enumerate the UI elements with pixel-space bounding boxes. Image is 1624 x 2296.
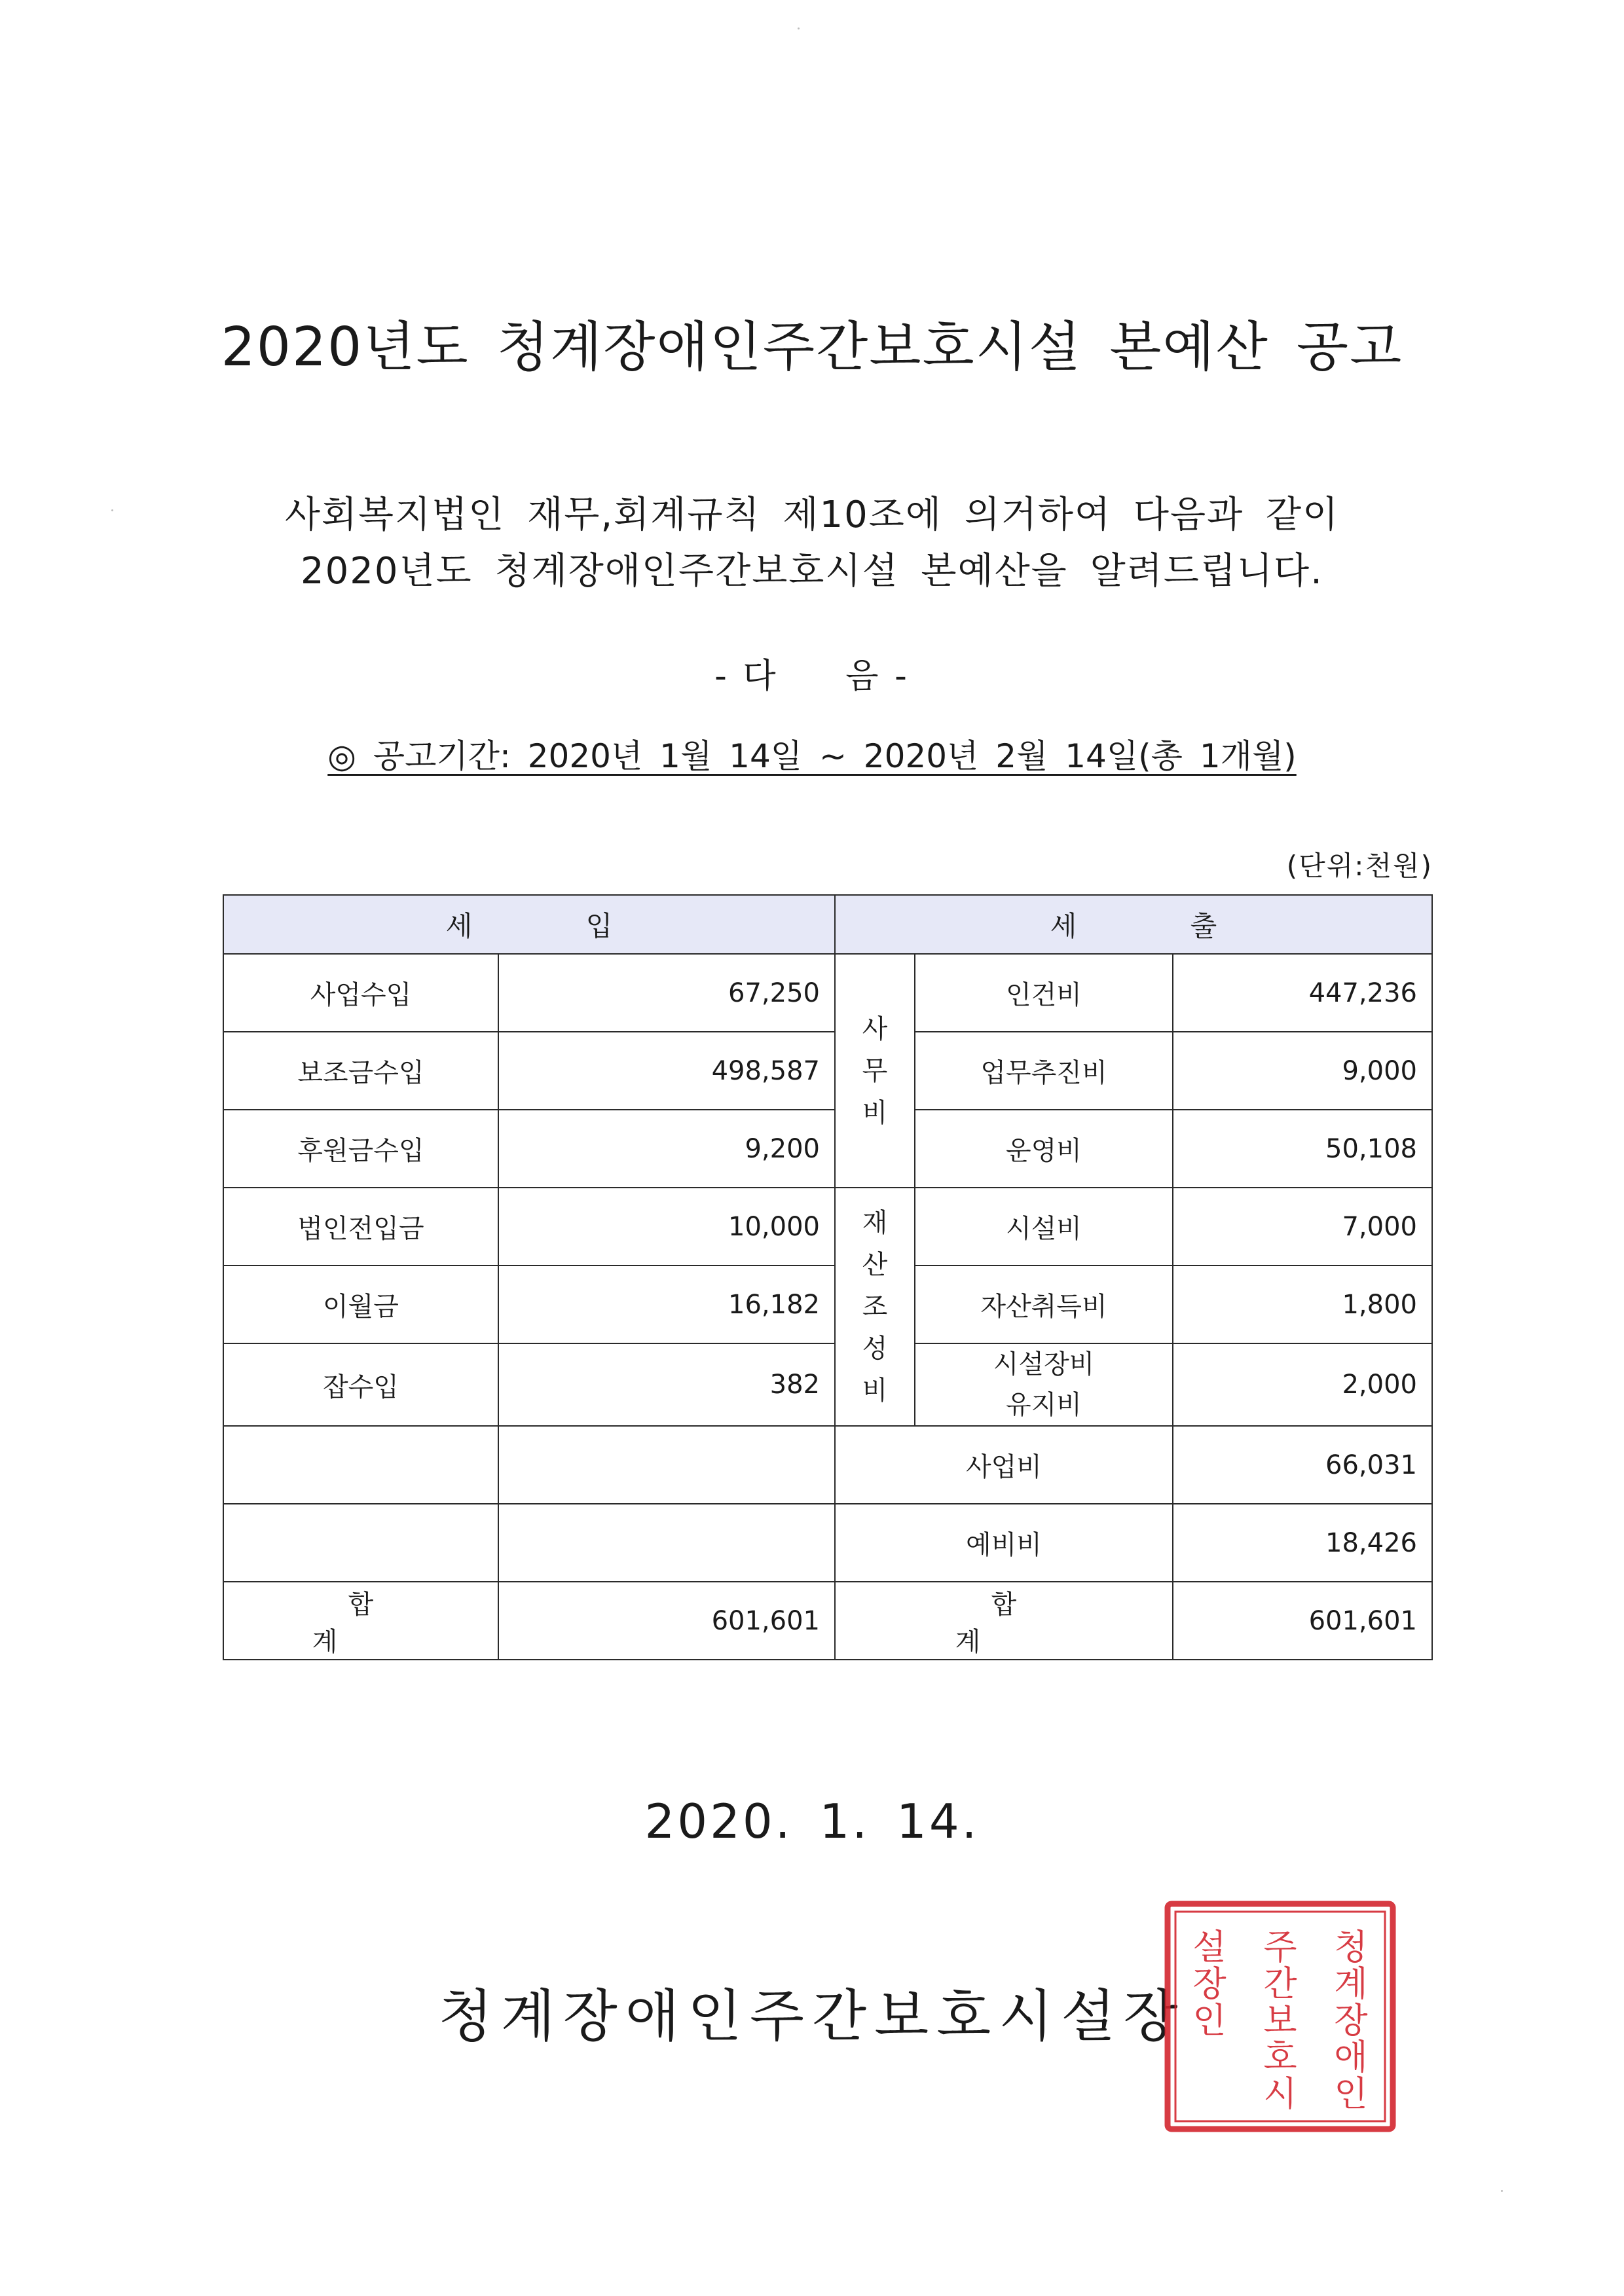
revenue-amount-empty <box>498 1504 835 1582</box>
revenue-amount: 10,000 <box>498 1188 835 1266</box>
seal-character: 설 <box>1192 1927 1227 1967</box>
seal-character: 인 <box>1192 2001 1227 2041</box>
expense-label: 시설비 <box>915 1188 1173 1266</box>
expense-amount: 66,031 <box>1173 1426 1432 1504</box>
page-title: 2020년도 청계장애인주간보호시설 본예산 공고 <box>221 316 1403 378</box>
seal-character: 장 <box>1192 1964 1227 2004</box>
expense-amount: 2,000 <box>1173 1343 1432 1426</box>
revenue-label: 후원금수입 <box>223 1110 498 1188</box>
seal-character: 호 <box>1263 2037 1297 2077</box>
expense-label: 사업비 <box>835 1426 1173 1504</box>
expense-label: 자산취득비 <box>915 1266 1173 1343</box>
revenue-label-empty <box>223 1426 498 1504</box>
notice-heading <box>0 648 1624 697</box>
table-row <box>223 1426 1432 1504</box>
table-row <box>223 1266 1432 1343</box>
document-date: 2020. 1. 14. <box>644 1794 980 1849</box>
expense-label: 예비비 <box>835 1504 1173 1582</box>
expense-amount: 447,236 <box>1173 954 1432 1032</box>
revenue-header: 세 입 <box>223 895 835 954</box>
expense-label: 운영비 <box>915 1110 1173 1188</box>
expense-amount: 50,108 <box>1173 1110 1432 1188</box>
expense-amount: 9,000 <box>1173 1032 1432 1110</box>
seal-character: 청 <box>1334 1927 1368 1967</box>
revenue-amount: 16,182 <box>498 1266 835 1343</box>
expense-label: 인건비 <box>915 954 1173 1032</box>
notice-heading-text: - 다 음 - <box>714 657 910 696</box>
table-row <box>223 954 1432 1032</box>
seal-character: 계 <box>1334 1964 1368 2004</box>
expense-label: 업무추진비 <box>915 1032 1173 1110</box>
expense-amount: 1,800 <box>1173 1266 1432 1343</box>
scan-speck <box>798 27 800 29</box>
seal-character: 애 <box>1334 2037 1368 2077</box>
seal-character: 주 <box>1263 1927 1297 1967</box>
notice-period <box>0 730 1624 777</box>
expense-group-asset <box>835 1188 915 1426</box>
revenue-total-label: 합 계 <box>223 1582 498 1660</box>
seal-character: 인 <box>1334 2074 1368 2114</box>
revenue-amount: 67,250 <box>498 954 835 1032</box>
expense-group-office <box>835 954 915 1188</box>
notice-period-text: ◎ 공고기간: 2020년 1월 14일 ~ 2020년 2월 14일(총 1개월) <box>327 737 1297 775</box>
intro-line-1: 사회복지법인 재무,회계규칙 제10조에 의거하여 다음과 같이 <box>284 494 1340 536</box>
table-row <box>223 1110 1432 1188</box>
revenue-total-amount: 601,601 <box>498 1582 835 1660</box>
revenue-label: 이월금 <box>223 1266 498 1343</box>
revenue-label: 법인전입금 <box>223 1188 498 1266</box>
revenue-label: 사업수입 <box>223 954 498 1032</box>
table-row <box>223 1188 1432 1266</box>
official-seal-icon <box>1162 1899 1398 2134</box>
seal-character: 시 <box>1263 2074 1297 2114</box>
unit-label: (단위:천원) <box>1286 850 1433 882</box>
table-header-row <box>223 895 1432 954</box>
expense-amount: 18,426 <box>1173 1504 1432 1582</box>
expense-group-office-text: 사무비 <box>862 1013 888 1128</box>
expense-label-line2: 유지비 <box>1006 1390 1082 1420</box>
revenue-amount: 9,200 <box>498 1110 835 1188</box>
expense-amount: 7,000 <box>1173 1188 1432 1266</box>
intro-line-2: 2020년도 청계장애인주간보호시설 본예산을 알려드립니다. <box>301 550 1323 592</box>
table-row <box>223 1343 1432 1426</box>
expense-group-asset-text: 재산조성비 <box>862 1208 888 1406</box>
expense-label-line1: 시설장비 <box>993 1349 1095 1379</box>
signatory-name: 청계장애인주간보호시설장 <box>438 1984 1186 2049</box>
expense-total-label: 합 계 <box>835 1582 1173 1660</box>
seal-character: 간 <box>1263 1964 1297 2004</box>
revenue-label: 보조금수입 <box>223 1032 498 1110</box>
expense-header: 세 출 <box>835 895 1432 954</box>
scan-speck <box>1501 2190 1503 2192</box>
scan-speck <box>111 509 113 511</box>
table-row <box>223 1032 1432 1110</box>
expense-label <box>915 1343 1173 1426</box>
revenue-amount: 498,587 <box>498 1032 835 1110</box>
budget-table <box>223 894 1433 1660</box>
seal-character: 장 <box>1334 2001 1368 2041</box>
table-row <box>223 1504 1432 1582</box>
revenue-amount: 382 <box>498 1343 835 1426</box>
table-total-row <box>223 1582 1432 1660</box>
revenue-label: 잡수입 <box>223 1343 498 1426</box>
seal-character: 보 <box>1263 2001 1297 2041</box>
expense-total-amount: 601,601 <box>1173 1582 1432 1660</box>
revenue-amount-empty <box>498 1426 835 1504</box>
revenue-label-empty <box>223 1504 498 1582</box>
